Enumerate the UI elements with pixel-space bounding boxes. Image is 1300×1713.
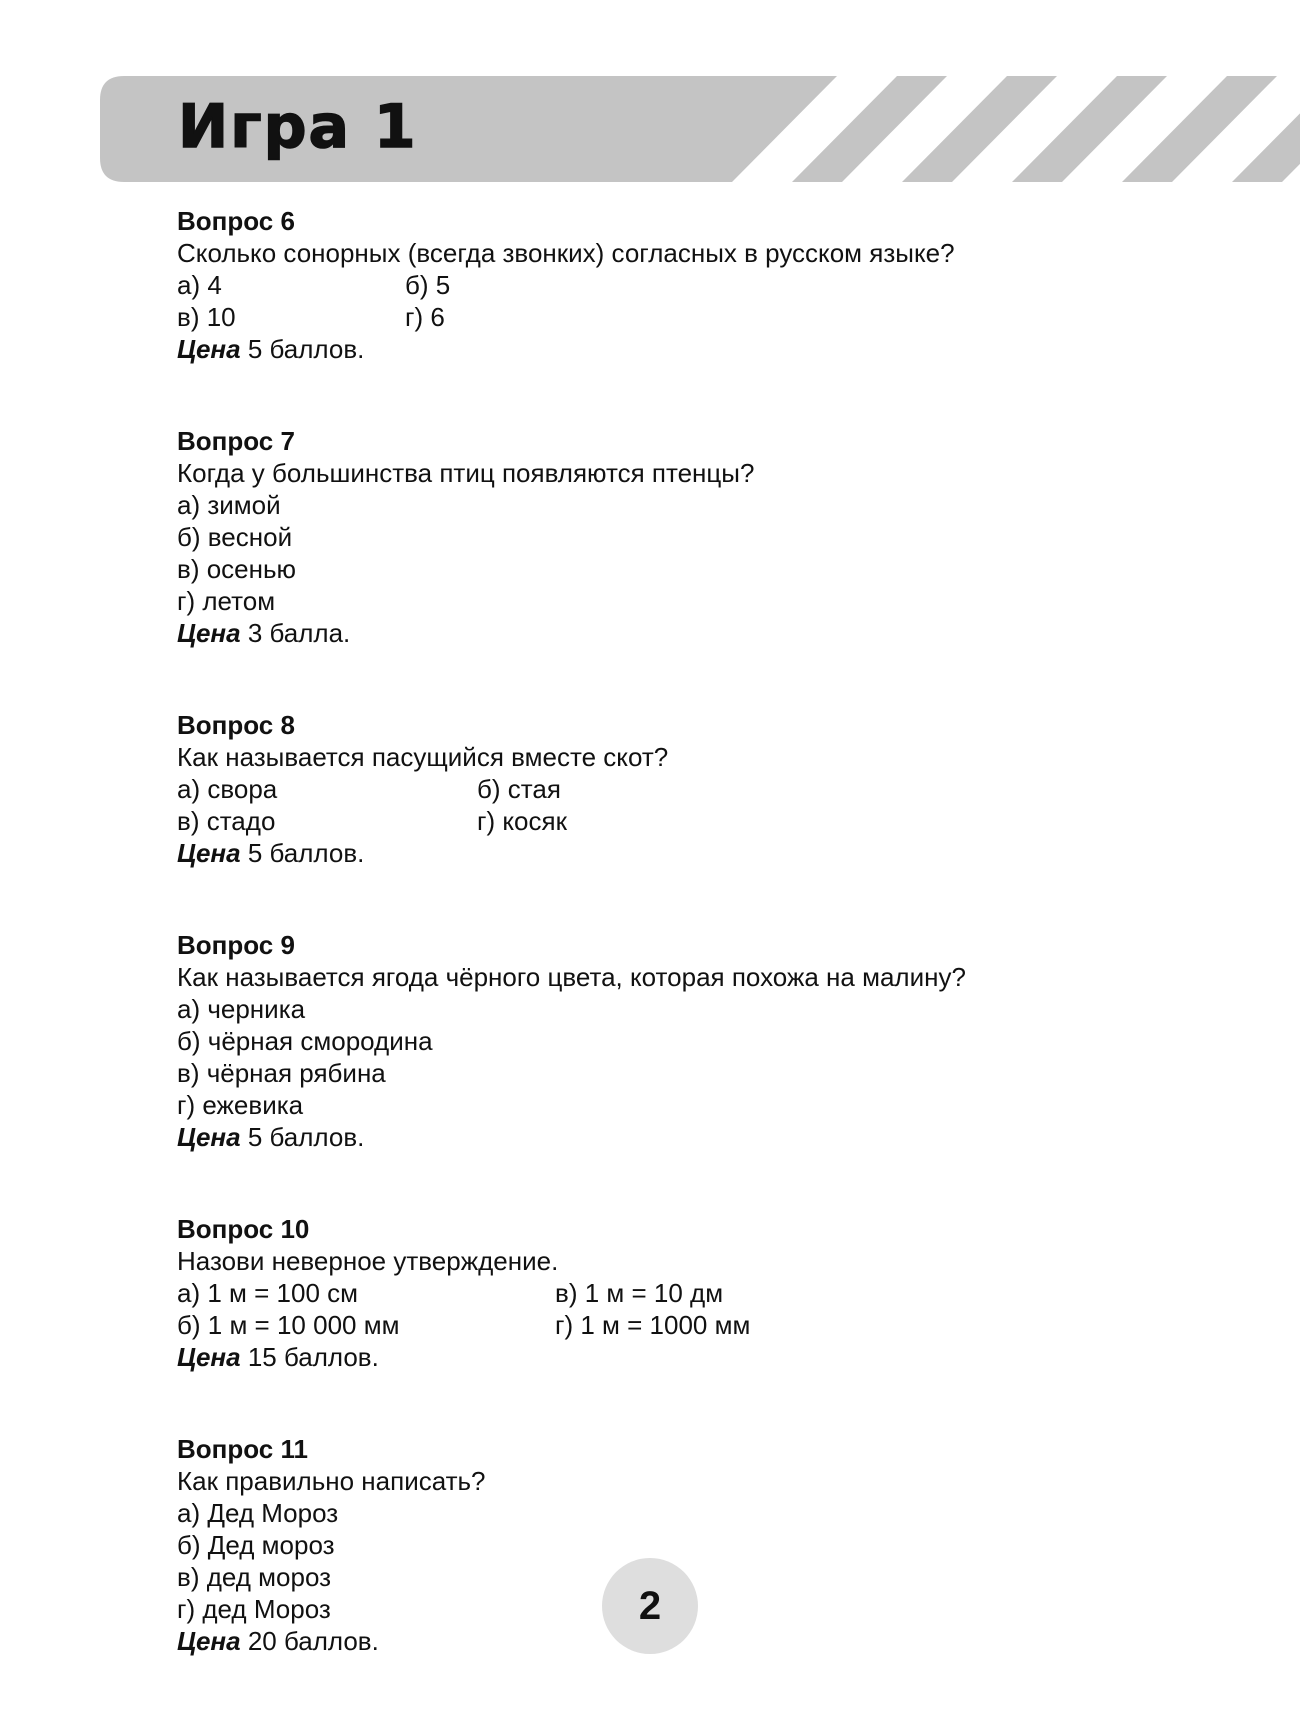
answer-option: в) осенью [177,554,297,584]
answer-option: г) косяк [477,806,567,836]
answer-options-row [177,1309,1227,1341]
answer-options-row [177,1277,1227,1309]
price-value: 20 баллов. [247,1626,379,1656]
question-title: Вопрос 10 [177,1214,310,1244]
question-price [177,1341,1227,1373]
question-price [177,1625,1227,1657]
answer-option: в) 10 [177,302,236,332]
answer-options-row [177,301,1227,333]
price-label: Цена [177,1342,241,1372]
answer-option: б) чёрная смородина [177,1026,433,1056]
price-value: 5 баллов. [247,838,365,868]
answer-option: в) чёрная рябина [177,1058,386,1088]
question-price [177,837,1227,869]
answer-option: а) Дед Мороз [177,1498,339,1528]
answer-option: в) 1 м = 10 дм [555,1278,724,1308]
question-price [177,617,1227,649]
answer-option: г) дед Мороз [177,1594,331,1624]
answer-option: г) ежевика [177,1090,304,1120]
question-title: Вопрос 11 [177,1434,308,1464]
price-label: Цена [177,1122,241,1152]
answer-option: г) 6 [405,302,445,332]
price-label: Цена [177,838,241,868]
answer-options-row [177,269,1227,301]
questions-list [177,205,1227,1657]
question-title: Вопрос 8 [177,710,295,740]
question-text: Когда у большинства птиц появляются птенцы? [177,458,755,488]
price-value: 5 баллов. [247,1122,365,1152]
price-value: 5 баллов. [247,334,365,364]
answer-option: в) стадо [177,806,276,836]
answer-option: а) черника [177,994,306,1024]
question-text: Как правильно написать? [177,1466,486,1496]
answer-option: в) дед мороз [177,1562,332,1592]
question-title: Вопрос 9 [177,930,295,960]
question-price [177,1121,1227,1153]
header-banner [100,76,1300,182]
answer-option: б) 5 [405,270,451,300]
price-value: 3 балла. [247,618,351,648]
price-value: 15 баллов. [247,1342,379,1372]
answer-option: а) зимой [177,490,281,520]
answer-option: б) 1 м = 10 000 мм [177,1310,400,1340]
question-text: Сколько сонорных (всегда звонких) согласных в русском языке? [177,238,955,268]
question-block [177,1433,1227,1657]
question-block [177,709,1227,869]
answer-option: б) стая [477,774,561,804]
price-label: Цена [177,1626,241,1656]
price-label: Цена [177,334,241,364]
answer-option: а) свора [177,774,278,804]
answer-options-row [177,805,1227,837]
question-text: Как называется пасущийся вместе скот? [177,742,669,772]
page-number: 2 [602,1558,698,1654]
answer-option: г) летом [177,586,276,616]
question-title: Вопрос 6 [177,206,295,236]
question-text: Назови неверное утверждение. [177,1246,559,1276]
question-block [177,1213,1227,1373]
answer-option: а) 1 м = 100 см [177,1278,359,1308]
answer-option: б) весной [177,522,293,552]
answer-options-row [177,773,1227,805]
question-block [177,425,1227,649]
price-label: Цена [177,618,241,648]
question-price [177,333,1227,365]
game-title: Игра 1 [178,92,418,162]
answer-option: а) 4 [177,270,222,300]
question-block [177,929,1227,1153]
question-title: Вопрос 7 [177,426,295,456]
question-text: Как называется ягода чёрного цвета, которая похожа на малину? [177,962,966,992]
answer-option: б) Дед мороз [177,1530,335,1560]
question-block [177,205,1227,365]
answer-option: г) 1 м = 1000 мм [555,1310,751,1340]
